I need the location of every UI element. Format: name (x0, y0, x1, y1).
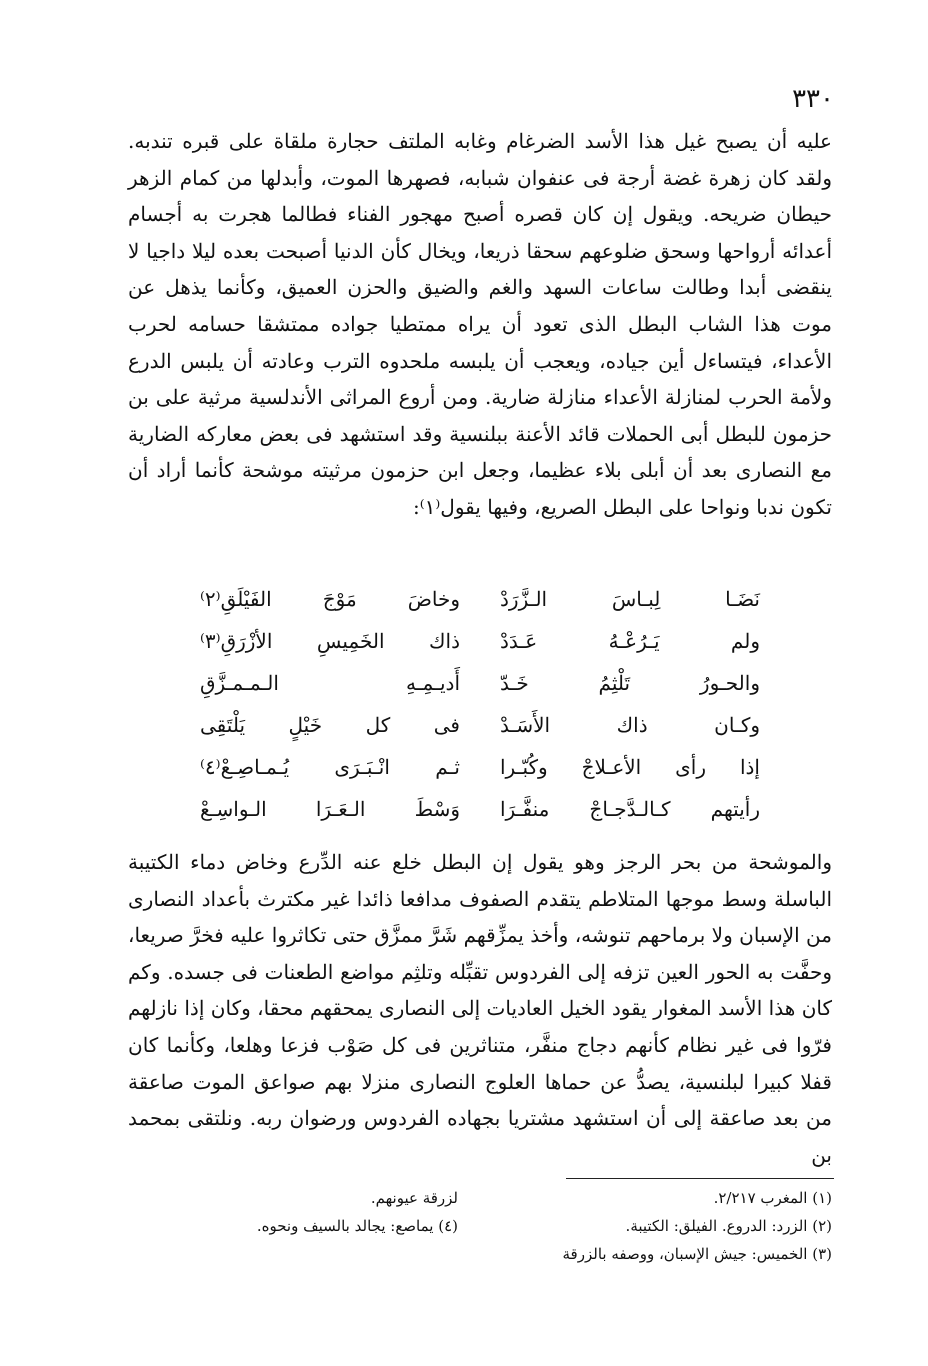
verse-hemistich-right: وكـان ذاك الأَسَـدْ (500, 713, 760, 737)
verse-hemistich-left: ثـم انْـبَـرَى يُـمـاصِـعْ⁽٤⁾ (200, 755, 460, 779)
page-number: ٣٣٠ (792, 84, 834, 114)
footnotes (128, 1184, 832, 1268)
footnote-4: (٤) يماصع: يجالد بالسيف ونحوه. (256, 1217, 458, 1235)
footnote-1: (١) المغرب ٢/٢١٧. (713, 1189, 832, 1207)
verse-hemistich-left: ذاك الخَمِيسِ الأزْرَقِ⁽٣⁾ (200, 629, 460, 653)
footnote-3: (٣) الخميس: جيش الإسبان، ووصفه بالزرقة (562, 1245, 832, 1263)
verse-hemistich-left: أَديـمِـهِ الـمـمـزَّقِ (200, 671, 460, 695)
muwashshah-verse (200, 578, 760, 830)
verse-line-4 (200, 704, 760, 746)
verse-hemistich-right: رأيتهم كـالـدَّجـاجْ منفَّـرَا (500, 797, 760, 821)
verse-hemistich-right: إذا رأى الأعـلاجْ وكُبّـرا (500, 755, 760, 779)
verse-line-1 (200, 578, 760, 620)
footnote-divider (566, 1178, 834, 1179)
verse-line-6 (200, 788, 760, 830)
verse-hemistich-right: والحـورُ تَلْثِمُ خَـدّ (500, 671, 760, 695)
footnote-3-continued: لزرقة عيونهم. (370, 1189, 458, 1207)
verse-hemistich-left: وَسْطَ الـعَـرَا الـواسِـعْ (200, 797, 460, 821)
body-paragraph-2: والموشحة من بحر الرجز وهو يقول إن البطل خلع عنه الدِّرع وخاض دماء الكتيبة الباسلة وسط موجها المتلاطم يتقدم الصفوف مدافعا ذائدا غير مكترث بأعداد النصارى من الإسبان ولا برماحهم تنوشه، وأخذ يمزِّقهم شَرَّ ممزَّق حتى تكاثروا عليه فخرَّ صريعا، وحفَّت به الحور العين تزفه إلى الفردوس تقبِّله وتلثِم مواضع الطعنات فى جسده. وكم كان هذا الأسد المغوار يقود الخيل العاديات إلى النصارى يمحقهم محقا، وكان إذا نازلهم فرّوا فى غير نظام كأنهم دجاج منفَّر، متناثرين فى كل صَوْب فزعا وهلعا، وكأنما كان قفلا كبيرا لبلنسية، يصدُّ عن حماها العلوج النصارى منزلا بهم صواعق الموت صاعقة من بعد صاعقة إلى أن استشهد مشتريا بجهاده الفردوس ورضوان ربه. ونلتقى بمحمد بن (128, 850, 833, 1167)
verse-line-5 (200, 746, 760, 788)
footnote-2: (٢) الزرد: الدروع. الفيلق: الكتيبة. (625, 1217, 832, 1235)
verse-hemistich-left: فى كل خَيْلٍ يَلْتَقِى (200, 713, 460, 737)
verse-hemistich-right: ولم يَـرُعْـهُ عَـدَدْ (500, 629, 760, 653)
body-paragraph-1: عليه أن يصبح غيل هذا الأسد الضرغام وغابه الملتف حجارة ملقاة على قبره تندبه. ولقد كان زهرة غضة أرجة فى عنفوان شبابه، فصهرها الموت، وأبدلها من كمام الزهر حيطان ضريحه. ويقول إن كان قصره أصبح مهجور الفناء فطالما هجرت به أجسام أعدائه أرواحها وسحق ضلوعهم سحقا ذريعا، ويخال كأن الدنيا أصبحت بعده ليلا داجيا لا ينقضى أبدا وطالت ساعات السهد والغم والضيق والحزن العميق، وكأنما يذهل عن موت هذا الشاب البطل الذى تعود أن يراه ممتطيا جواده ممتشقا حسامه لحرب الأعداء، فيتساءل أين جياده، ويعجب أن يلبسه ملحدوه الترب وعادته أن يلبس الدرع ولأمة الحرب لمنازلة الأعداء منازلة ضارية. ومن أروع المراثى الأندلسية مرثية على بن حزمون للبطل أبى الحملات قائد الأعنة ببلنسية وقد استشهد فى بعض معاركه الضارية مع النصارى بعد أن أبلى بلاء عظيما، وجعل ابن حزمون مرثيته موشحة كأنما أراد أن تكون ندبا ونواحا على البطل الصريع، وفيها يقول⁽١⁾: (128, 129, 832, 519)
verse-hemistich-left: وخاضَ مَوْجَ الفَيْلَقِ⁽٢⁾ (200, 587, 460, 611)
verse-line-2 (200, 620, 760, 662)
footnotes-left-column (128, 1184, 458, 1268)
verse-line-3 (200, 662, 760, 704)
verse-hemistich-right: نَضَـا لِبـاسَ الـزَّرَدْ (500, 587, 760, 611)
footnotes-right-column (482, 1184, 832, 1268)
